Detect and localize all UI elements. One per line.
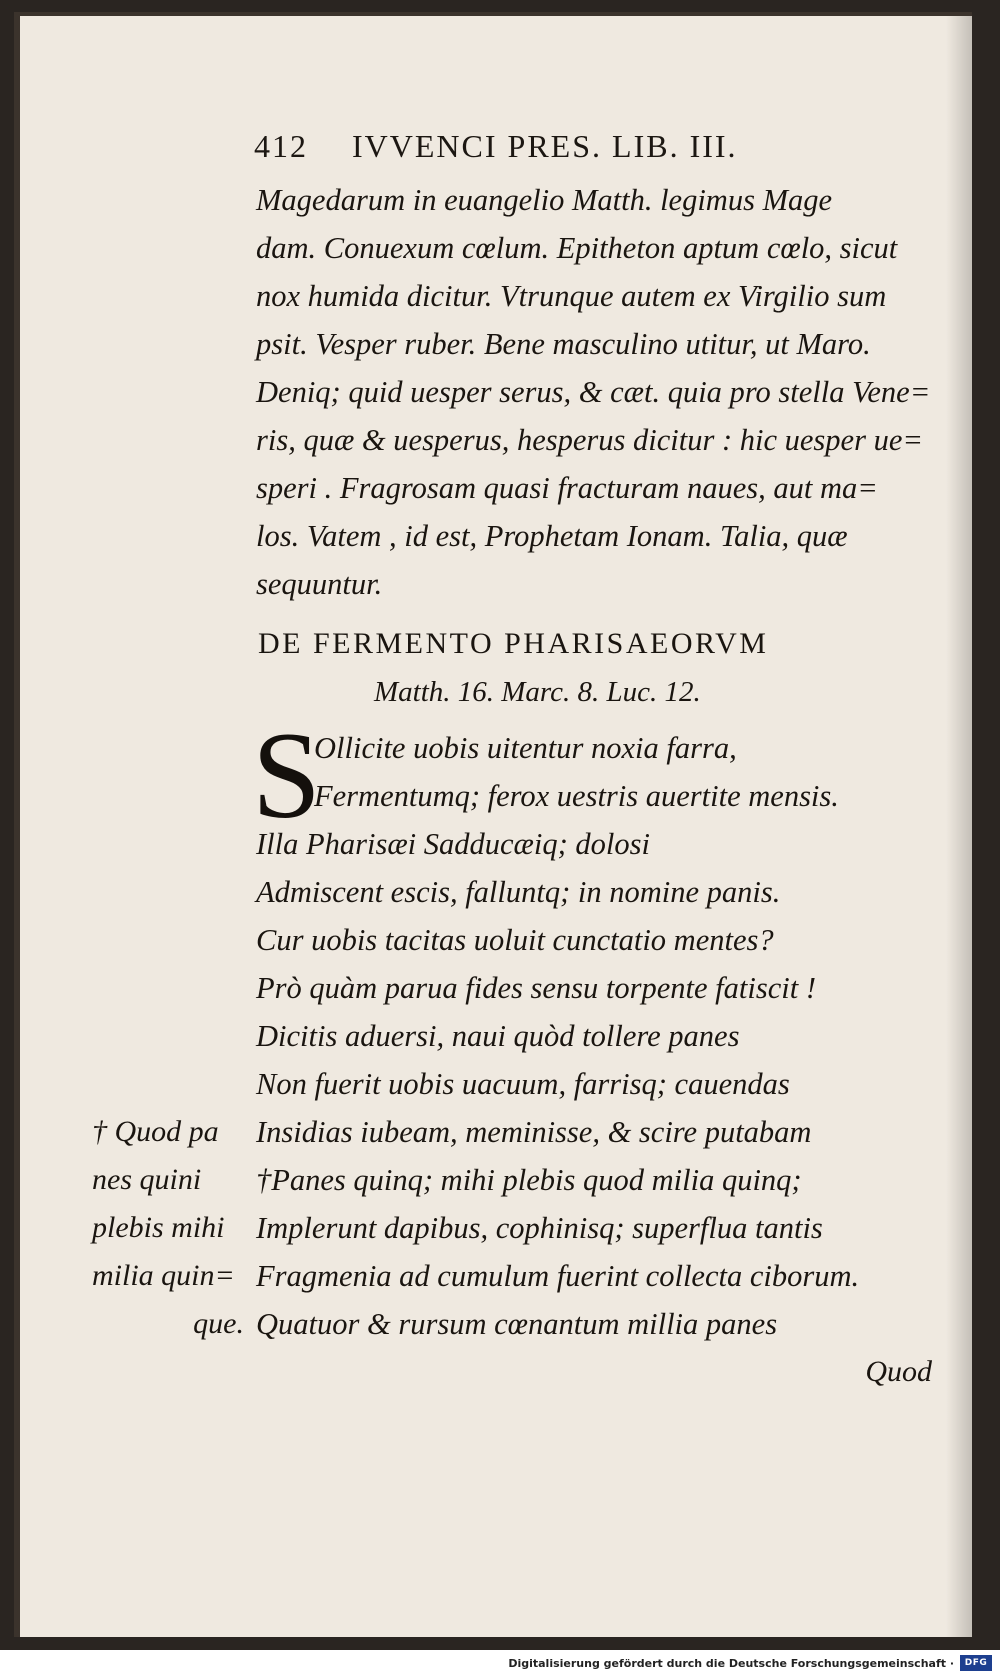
commentary-line: dam. Conuexum cœlum. Epitheton aptum cœlo, sicut	[256, 231, 898, 265]
running-header	[254, 128, 914, 165]
verse-line: Fermentumq; ferox uestris auertite mensis.	[314, 779, 839, 813]
page-number: 412	[254, 128, 308, 164]
footer-credit: Digitalisierung gefördert durch die Deutsche Forschungsgemeinschaft ·	[508, 1657, 954, 1670]
verse-line: Illa Pharisæi Sadducæiq; dolosi	[256, 827, 650, 861]
dfg-logo: DFG	[960, 1655, 992, 1671]
commentary-line: los. Vatem , id est, Prophetam Ionam. Talia, quæ	[256, 519, 848, 553]
verse-line: Prò quàm parua fides sensu torpente fatiscit !	[256, 971, 816, 1005]
catchword: Quod	[865, 1355, 932, 1388]
verse-line: †Panes quinq; mihi plebis quod milia quinq;	[256, 1163, 802, 1197]
digitization-footer	[0, 1650, 1000, 1679]
commentary-line: sequuntur.	[256, 567, 383, 601]
verse-line: Fragmenia ad cumulum fuerint collecta ciborum.	[256, 1259, 860, 1293]
margin-note-line: nes quini	[92, 1163, 202, 1196]
verse-line: Admiscent escis, falluntq; in nomine panis.	[256, 875, 781, 909]
commentary-line: ris, quæ & uesperus, hesperus dicitur : hic uesper ue=	[256, 423, 923, 457]
commentary-line: Deniq; quid uesper serus, & cæt. quia pro stella Vene=	[256, 375, 931, 409]
commentary-block	[256, 176, 956, 608]
margin-note-line: milia quin=	[92, 1259, 235, 1292]
drop-cap: S	[252, 707, 321, 844]
section-reference: Matth. 16. Marc. 8. Luc. 12.	[374, 676, 701, 708]
running-title: IVVENCI PRES. LIB. III.	[352, 128, 738, 164]
verse-block	[256, 724, 859, 1348]
margin-note-line: plebis mihi	[92, 1211, 225, 1244]
margin-note-line: † Quod pa	[92, 1115, 219, 1148]
section-heading: DE FERMENTO PHARISAEORVM	[258, 627, 769, 660]
verse-line: Implerunt dapibus, cophinisq; superflua tantis	[256, 1211, 823, 1245]
margin-note	[92, 1108, 252, 1348]
verse-line: Insidias iubeam, meminisse, & scire putabam	[256, 1115, 812, 1149]
verse-line: Quatuor & rursum cœnantum millia panes	[256, 1307, 778, 1341]
commentary-line: speri . Fragrosam quasi fracturam naues, aut ma=	[256, 471, 878, 505]
margin-note-line: que.	[193, 1307, 244, 1340]
verse-line: Non fuerit uobis uacuum, farrisq; cauendas	[256, 1067, 790, 1101]
commentary-line: psit. Vesper ruber. Bene masculino utitur, ut Maro.	[256, 327, 871, 361]
verse-line: Ollicite uobis uitentur noxia farra,	[314, 731, 737, 765]
verse-line: Dicitis aduersi, naui quòd tollere panes	[256, 1019, 740, 1053]
verse-line: Cur uobis tacitas uoluit cunctatio mentes?	[256, 923, 774, 957]
commentary-line: Magedarum in euangelio Matth. legimus Mage	[256, 183, 833, 217]
commentary-line: nox humida dicitur. Vtrunque autem ex Virgilio sum	[256, 279, 887, 313]
